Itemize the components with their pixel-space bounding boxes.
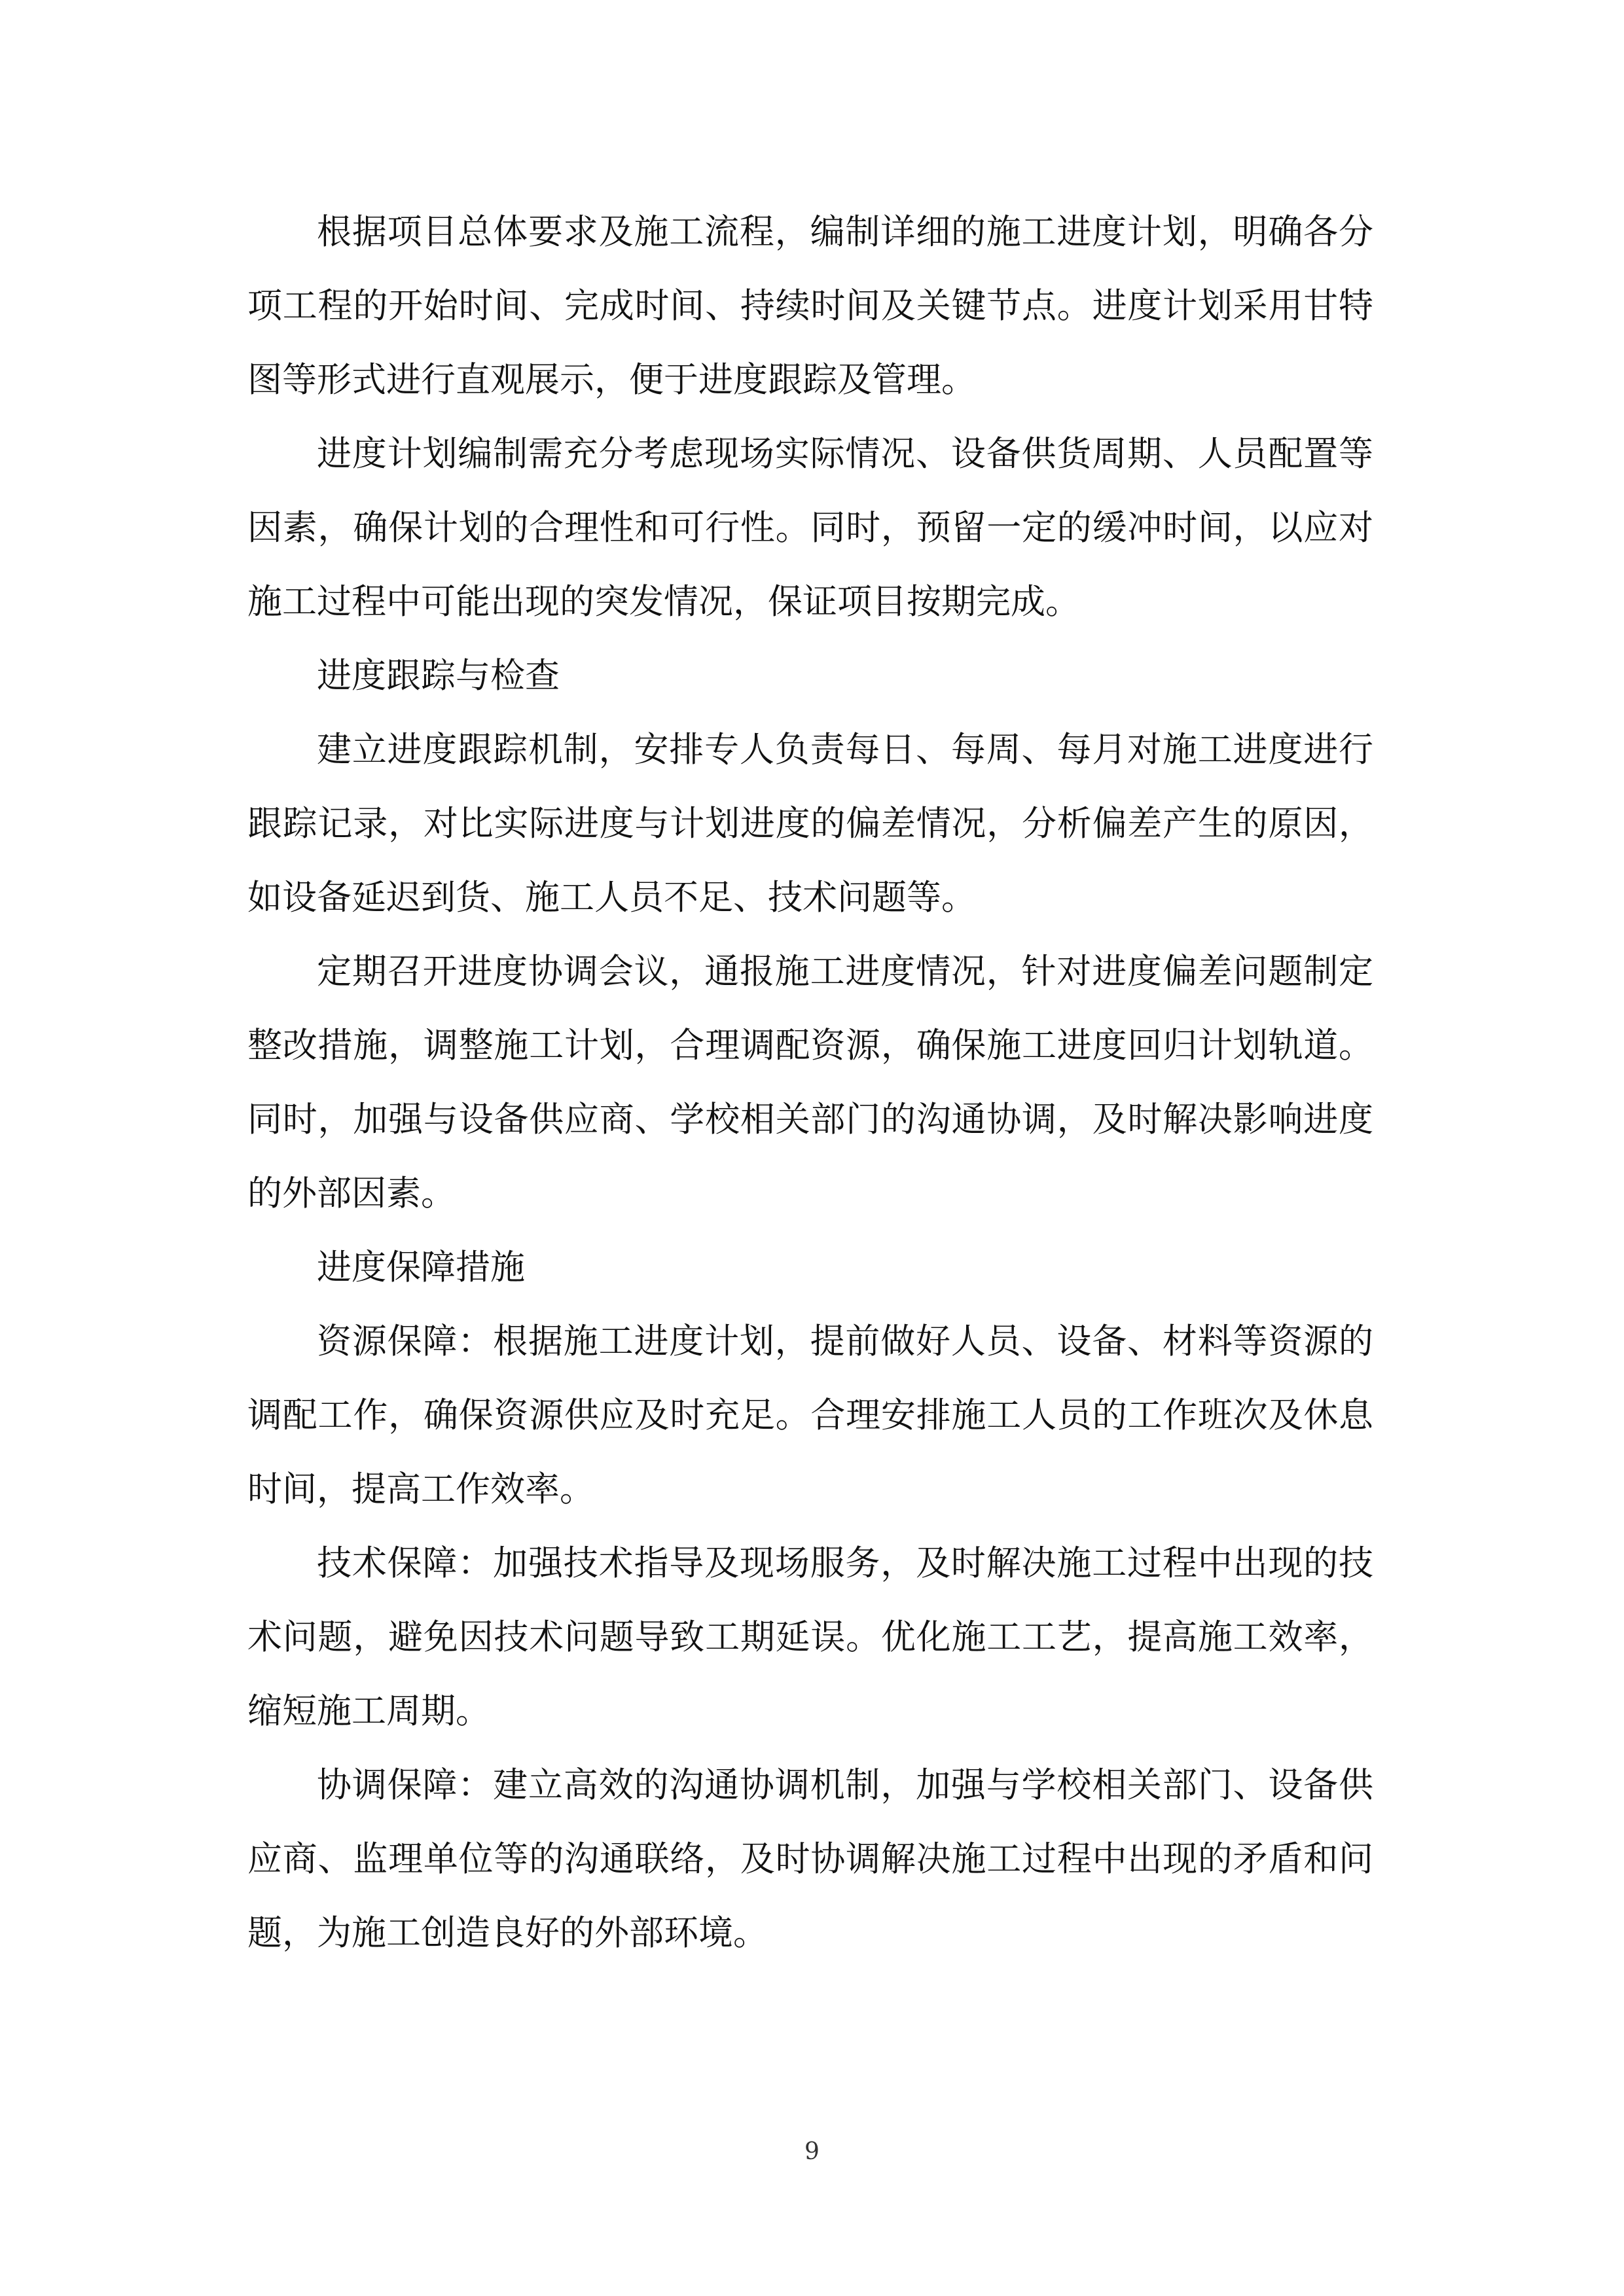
paragraph-resource-assurance: 资源保障：根据施工进度计划，提前做好人员、设备、材料等资源的调配工作，确保资源供应及时充足。合理安排施工人员的工作班次及休息时间，提高工作效率。	[247, 1321, 1373, 1509]
paragraph-coordination-assurance: 协调保障：建立高效的沟通协调机制，加强与学校相关部门、设备供应商、监理单位等的沟通联络，及时协调解决施工过程中出现的矛盾和问题，为施工创造良好的外部环境。	[247, 1765, 1373, 1953]
paragraph-technical-assurance: 技术保障：加强技术指导及现场服务，及时解决施工过程中出现的技术问题，避免因技术问题导致工期延误。优化施工工艺，提高施工效率，缩短施工周期。	[247, 1543, 1373, 1731]
body-text	[247, 195, 1373, 1970]
paragraph-schedule-planning: 根据项目总体要求及施工流程，编制详细的施工进度计划，明确各分项工程的开始时间、完成时间、持续时间及关键节点。进度计划采用甘特图等形式进行直观展示，便于进度跟踪及管理。	[247, 212, 1373, 400]
section-heading-progress-assurance: 进度保障措施	[317, 1247, 525, 1287]
page-number: 9	[804, 2138, 820, 2165]
section-heading-progress-tracking: 进度跟踪与检查	[317, 656, 560, 696]
paragraph-schedule-considerations: 进度计划编制需充分考虑现场实际情况、设备供货周期、人员配置等因素，确保计划的合理性和可行性。同时，预留一定的缓冲时间，以应对施工过程中可能出现的突发情况，保证项目按期完成。	[247, 434, 1373, 622]
paragraph-tracking-mechanism: 建立进度跟踪机制，安排专人负责每日、每周、每月对施工进度进行跟踪记录，对比实际进度与计划进度的偏差情况，分析偏差产生的原因，如设备延迟到货、施工人员不足、技术问题等。	[247, 730, 1373, 918]
paragraph-coordination-meetings: 定期召开进度协调会议，通报施工进度情况，针对进度偏差问题制定整改措施，调整施工计划，合理调配资源，确保施工进度回归计划轨道。同时，加强与设备供应商、学校相关部门的沟通协调，及时解决影响进度的外部因素。	[247, 952, 1373, 1213]
